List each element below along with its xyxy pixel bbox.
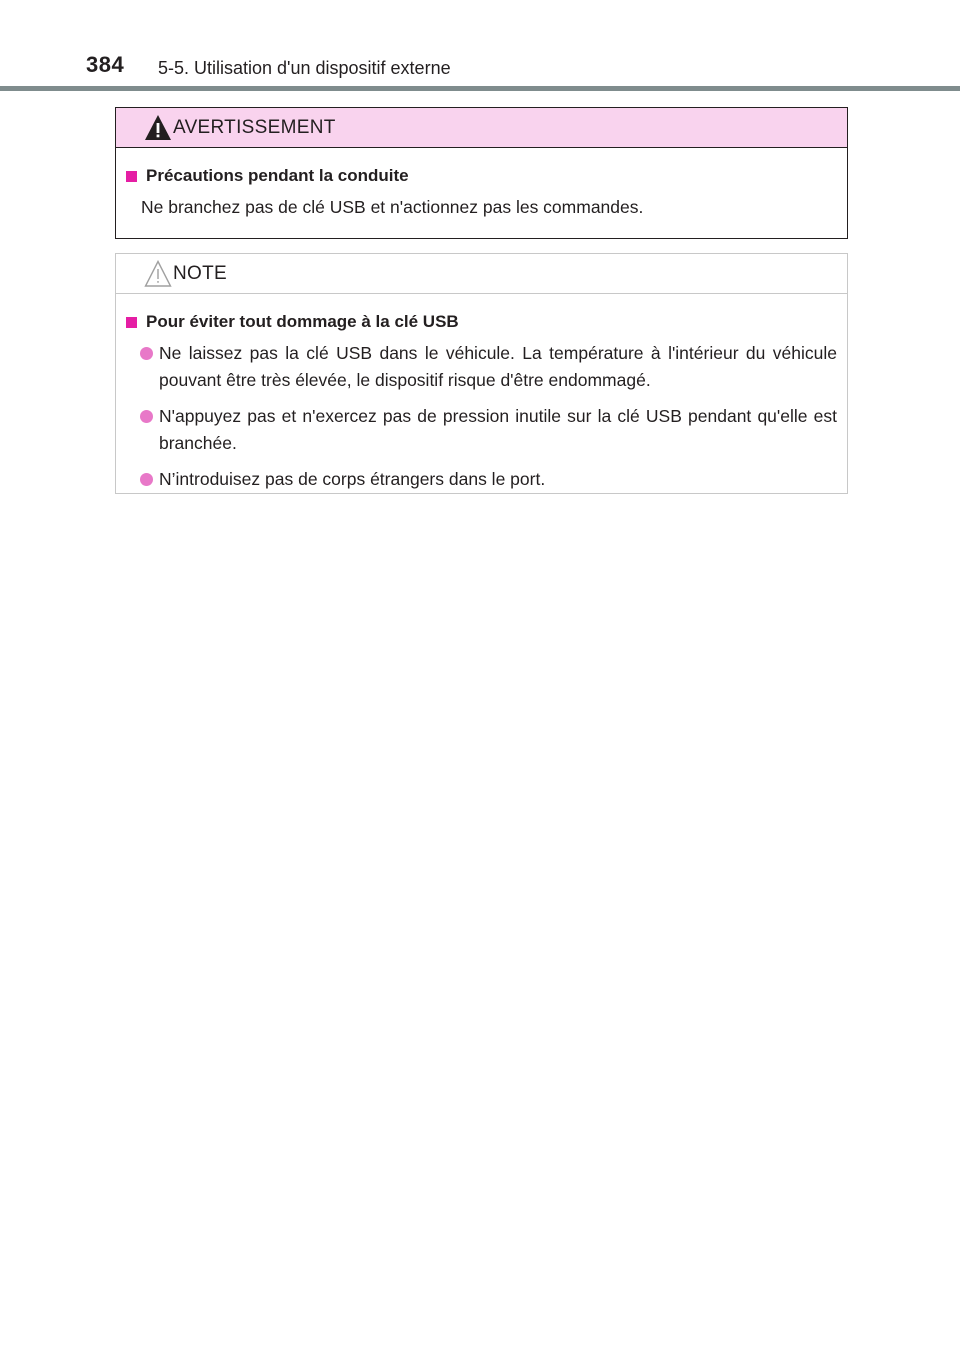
warning-box-body [116,148,847,221]
note-subheading-text: Pour éviter tout dommage à la clé USB [146,312,459,331]
warning-box [115,107,848,239]
note-box-body [116,294,847,493]
warning-subheading-text: Précautions pendant la conduite [146,166,409,185]
caution-outline-triangle-icon [144,260,172,288]
list-item-text: N'appuyez pas et n'exercez pas de pression inutile sur la clé USB pendant qu'elle est branchée. [159,406,837,453]
list-item [126,340,837,394]
list-item [126,466,837,493]
square-bullet-icon [126,171,137,182]
list-item-text: N’introduisez pas de corps étrangers dans le port. [159,469,546,489]
header-divider [0,86,960,91]
note-box [115,253,848,494]
note-subheading [126,312,837,332]
round-bullet-icon [140,410,153,423]
note-box-header [116,254,847,294]
note-label: NOTE [173,263,227,284]
list-item [126,403,837,457]
page-number: 384 [86,52,125,77]
warning-box-header [116,108,847,148]
warning-text: Ne branchez pas de clé USB et n'actionnez pas les commandes. [141,197,644,217]
warning-subheading [126,166,837,186]
warning-triangle-icon [144,114,172,142]
note-bullet-list [126,340,837,493]
square-bullet-icon [126,317,137,328]
round-bullet-icon [140,473,153,486]
warning-label: AVERTISSEMENT [173,117,336,138]
round-bullet-icon [140,347,153,360]
section-title: 5-5. Utilisation d'un dispositif externe [158,58,451,78]
page-header [0,0,960,95]
list-item-text: Ne laissez pas la clé USB dans le véhicule. La température à l'intérieur du véhicule pouvant être très élevée, le dispositif risque d'être endommagé. [159,343,837,390]
